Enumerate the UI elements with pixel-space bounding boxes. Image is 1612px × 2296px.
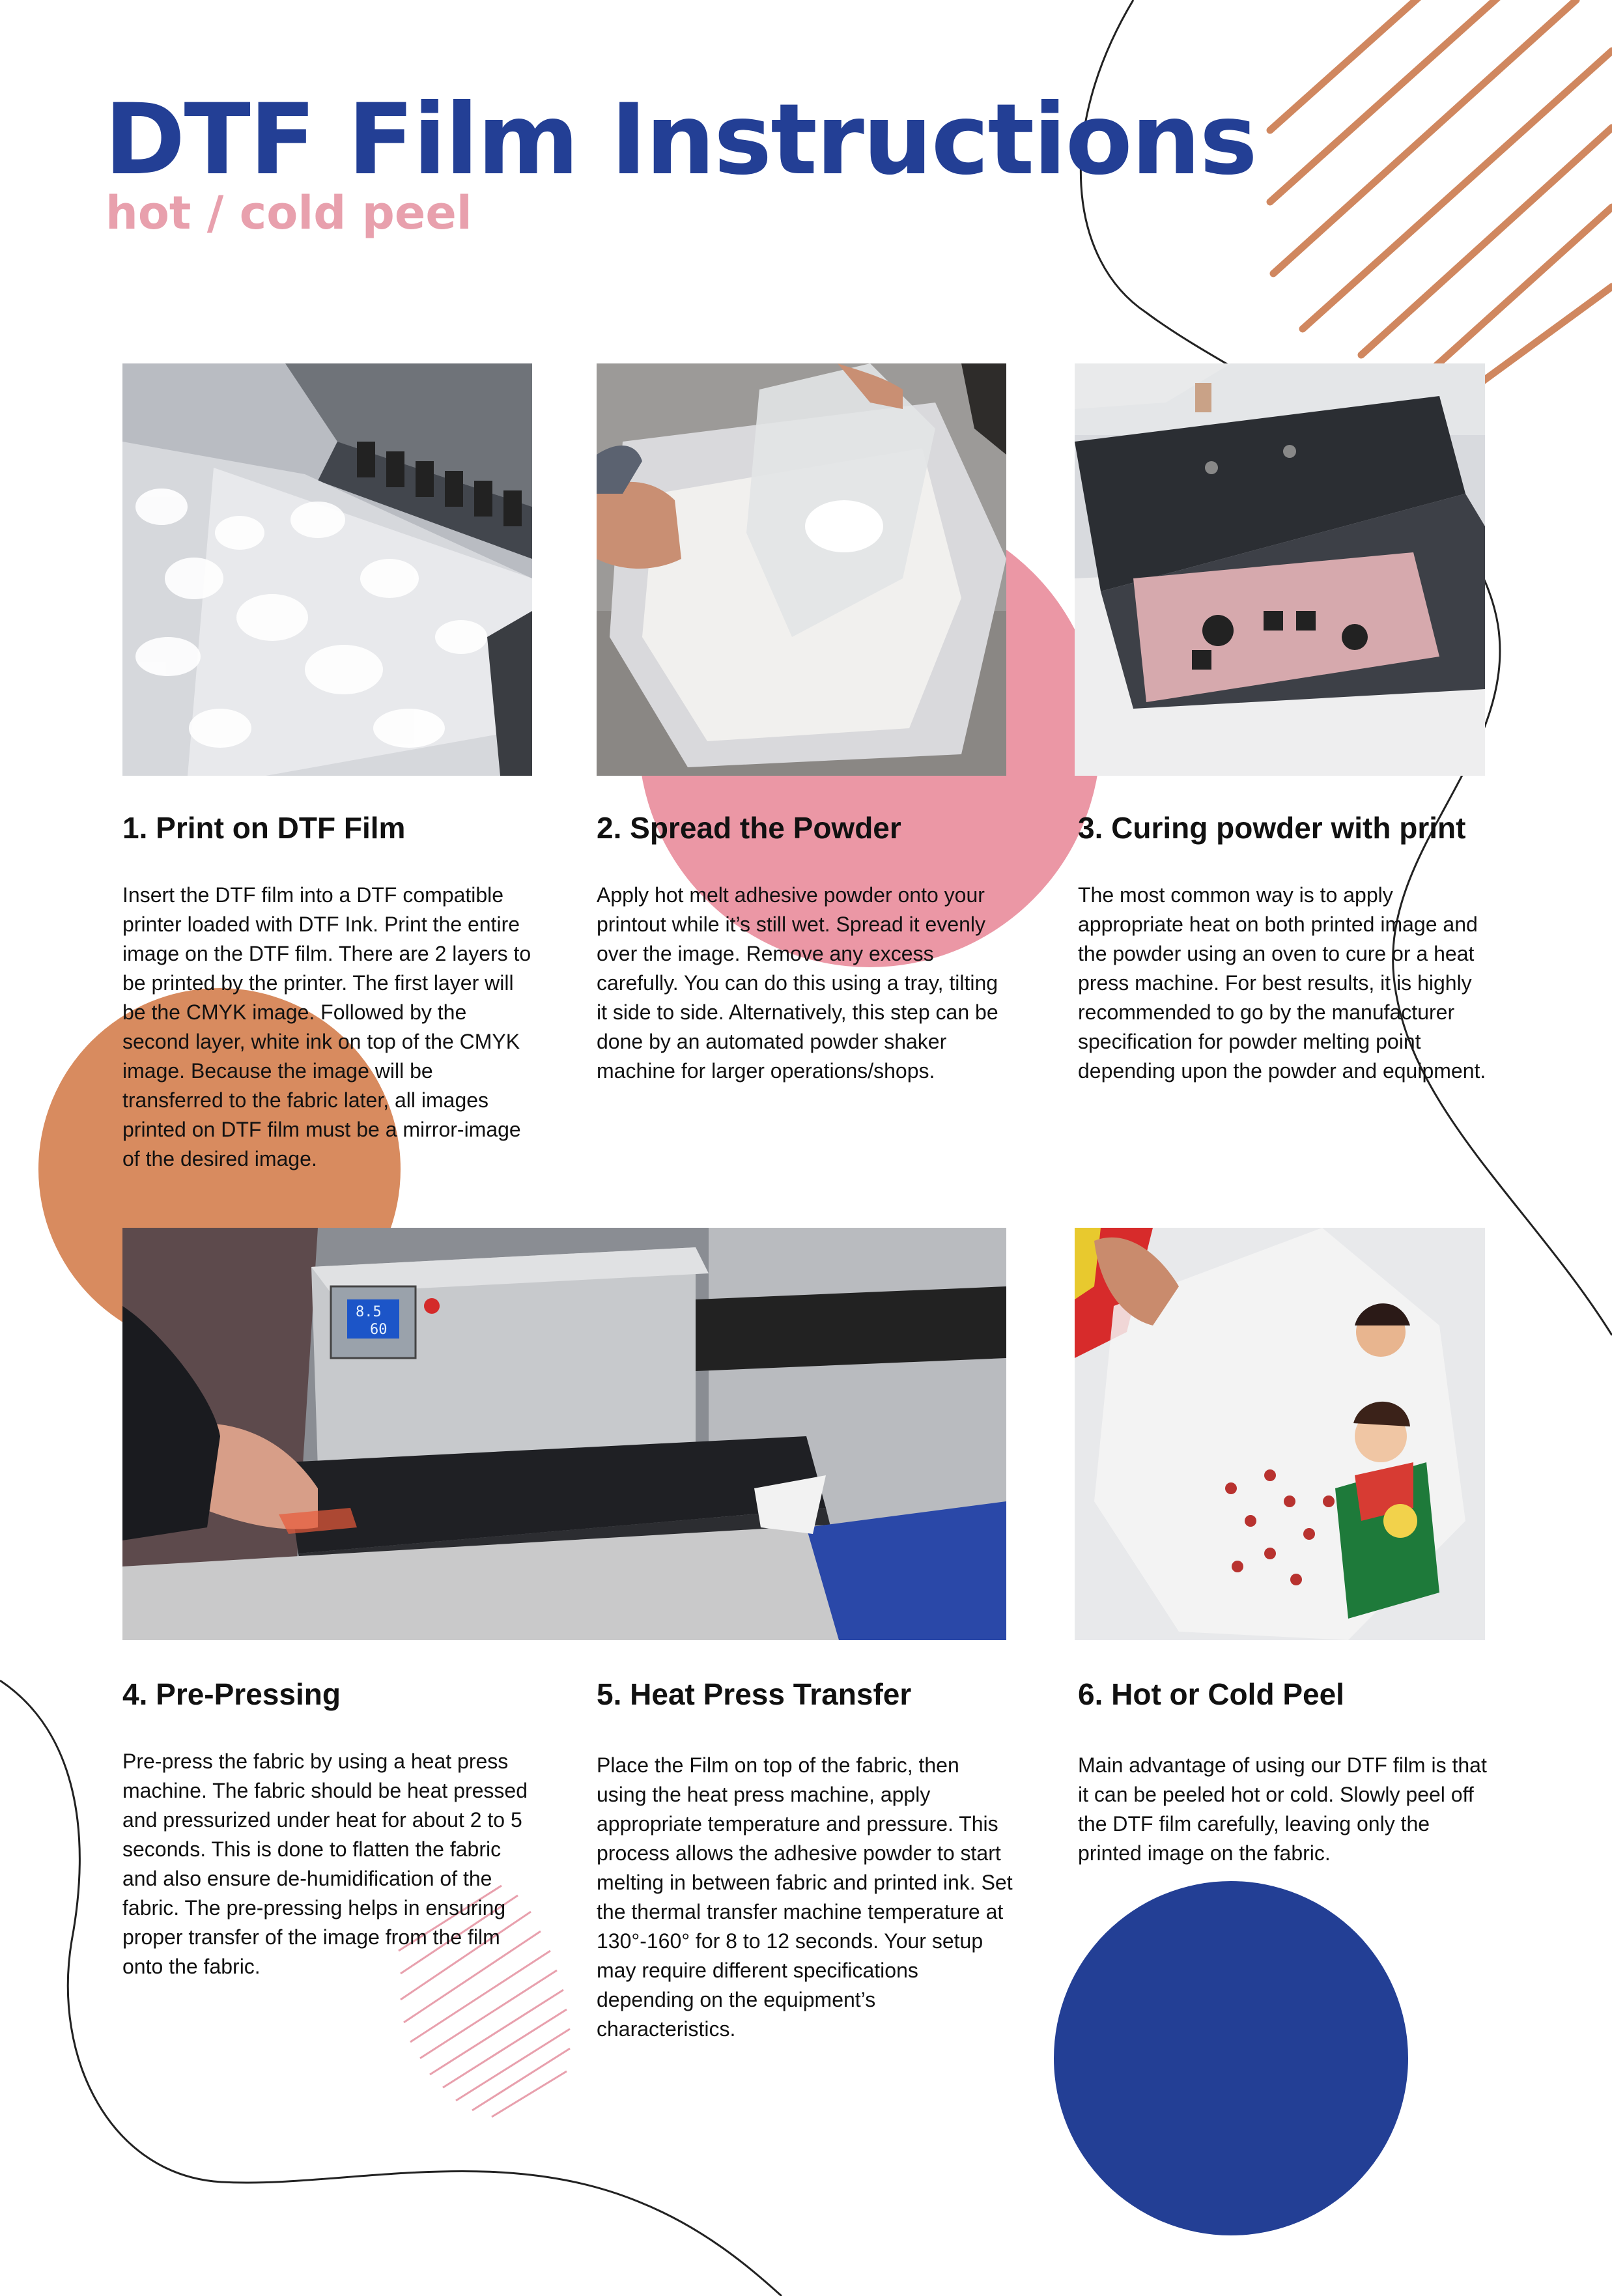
step-4-body: Pre-press the fabric by using a heat press machine. The fabric should be heat pressed and pressurized under heat for about 2 to 5 seconds. This is done to flatten the fabric and also ensure de-humidification of the fabric. The pre-pressing helps in ensuring proper transfer of the image from the film onto the fabric. xyxy=(122,1750,528,1978)
step-5-body: Place the Film on top of the fabric, then using the heat press machine, apply appropriate temperature and pressure. This process allows the adhesive powder to start melting in between fabric and printed ink. Set the thermal transfer machine temperature at 130°-160° for 8 to 12 seconds. Your setup may require different specifications depending on the equipment’s characteristics. xyxy=(597,1753,1013,2041)
step-2-body: Apply hot melt adhesive powder onto your printout while it’s still wet. Spread it evenly over the image. Remove any excess carefully. You can do this using a tray, tilting it side to side. Alternatively, this step can be done by an automated powder shaker machine for larger operations/shops. xyxy=(597,883,998,1083)
page-subtitle: hot / cold peel xyxy=(106,186,472,240)
step-4-title: 4. Pre-Pressing xyxy=(122,1677,341,1711)
photo-peel xyxy=(1075,1228,1485,1640)
step-1-body: Insert the DTF film into a DTF compatible printer loaded with DTF Ink. Print the entire image on the DTF film. There are 2 layers to be printed by the printer. The first layer will be the CMYK image. Followed by the second layer, white ink on top of the CMYK image. Because the image will be transferred to the fabric later, all images printed on DTF film must be a mirror-image of the desired image. xyxy=(122,883,531,1170)
page-title: DTF Film Instructions xyxy=(104,83,1256,197)
step-3-title: 3. Curing powder with print xyxy=(1078,811,1466,845)
photo-powder-tray xyxy=(597,363,1006,776)
step-6-body: Main advantage of using our DTF film is that it can be peeled hot or cold. Slowly peel off the DTF film carefully, leaving only the printed image on the fabric. xyxy=(1078,1753,1487,1865)
step-6-title: 6. Hot or Cold Peel xyxy=(1078,1677,1344,1711)
step-3-body: The most common way is to apply appropriate heat on both printed image and the powder using an oven to cure or a heat press machine. For best results, it is highly recommended to go by the manufacturer specification for powder melting point depending upon the powder and equipment. xyxy=(1078,883,1486,1083)
press-display-line2: 60 xyxy=(370,1322,388,1338)
step-5-title: 5. Heat Press Transfer xyxy=(597,1677,912,1711)
photo-printer-printing-film xyxy=(122,363,532,776)
diagonal-stripes-top-right xyxy=(1270,0,1612,399)
photo-heat-press xyxy=(122,1228,1006,1640)
photo-curing-oven xyxy=(1075,363,1485,776)
step-1-title: 1. Print on DTF Film xyxy=(122,811,406,845)
navy-circle xyxy=(1054,1881,1408,2235)
press-display-line1: 8.5 xyxy=(356,1304,382,1320)
step-2-title: 2. Spread the Powder xyxy=(597,811,901,845)
